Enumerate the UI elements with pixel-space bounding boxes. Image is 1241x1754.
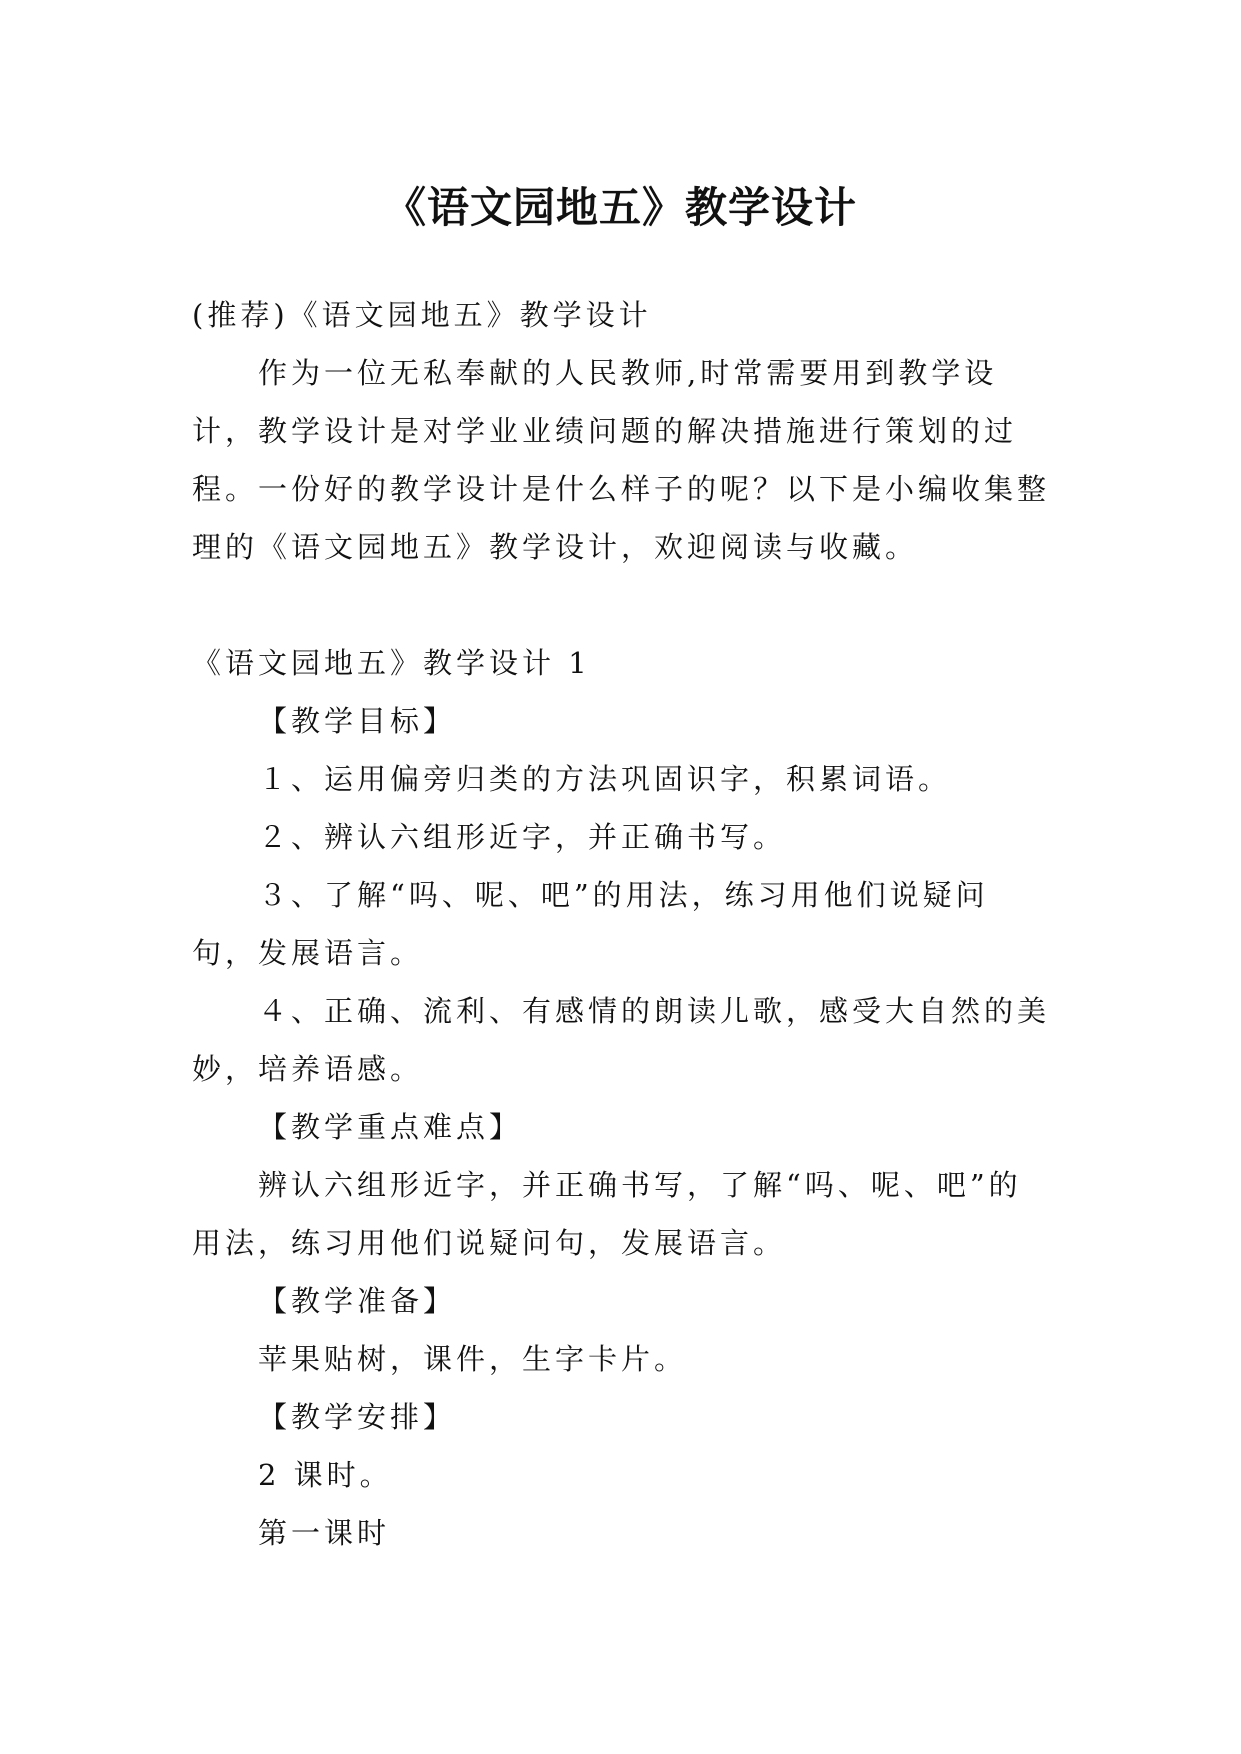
document-title: 《语文园地五》教学设计 bbox=[383, 183, 857, 233]
paragraph-subtitle: (推荐)《语文园地五》教学设计 bbox=[192, 298, 652, 332]
key-points-text: 辨认六组形近字，并正确书写，了解“吗、呢、吧”的用法，练习用他们说疑问句，发展语言。 bbox=[192, 1168, 1022, 1260]
first-lesson-heading: 第一课时 bbox=[258, 1516, 391, 1550]
paragraph-intro: 作为一位无私奉献的人民教师,时常需要用到教学设计，教学设计是对学业业绩问题的解决措施进行策划的过程。一份好的教学设计是什么样子的呢？以下是小编收集整理的《语文园地五》教学设计，欢迎阅读与收藏。 bbox=[192, 356, 1051, 564]
goal-item-4: ４、正确、流利、有感情的朗读儿歌，感受大自然的美妙，培养语感。 bbox=[192, 994, 1051, 1086]
goal-item-1: １、运用偏旁归类的方法巩固识字，积累词语。 bbox=[258, 762, 952, 796]
heading-preparation: 【教学准备】 bbox=[258, 1284, 457, 1318]
heading-key-points: 【教学重点难点】 bbox=[258, 1110, 523, 1144]
goal-item-2: ２、辨认六组形近字，并正确书写。 bbox=[258, 820, 787, 854]
heading-teaching-goals: 【教学目标】 bbox=[258, 704, 457, 738]
section-heading: 《语文园地五》教学设计 1 bbox=[192, 646, 591, 680]
blank-line bbox=[192, 576, 1052, 634]
preparation-text: 苹果贴树，课件，生字卡片。 bbox=[258, 1342, 688, 1376]
heading-arrangement: 【教学安排】 bbox=[258, 1400, 457, 1434]
goal-item-3: ３、了解“吗、呢、吧”的用法，练习用他们说疑问句，发展语言。 bbox=[192, 878, 989, 970]
arrangement-text: 2 课时。 bbox=[258, 1458, 393, 1492]
document-body bbox=[192, 286, 1052, 1562]
